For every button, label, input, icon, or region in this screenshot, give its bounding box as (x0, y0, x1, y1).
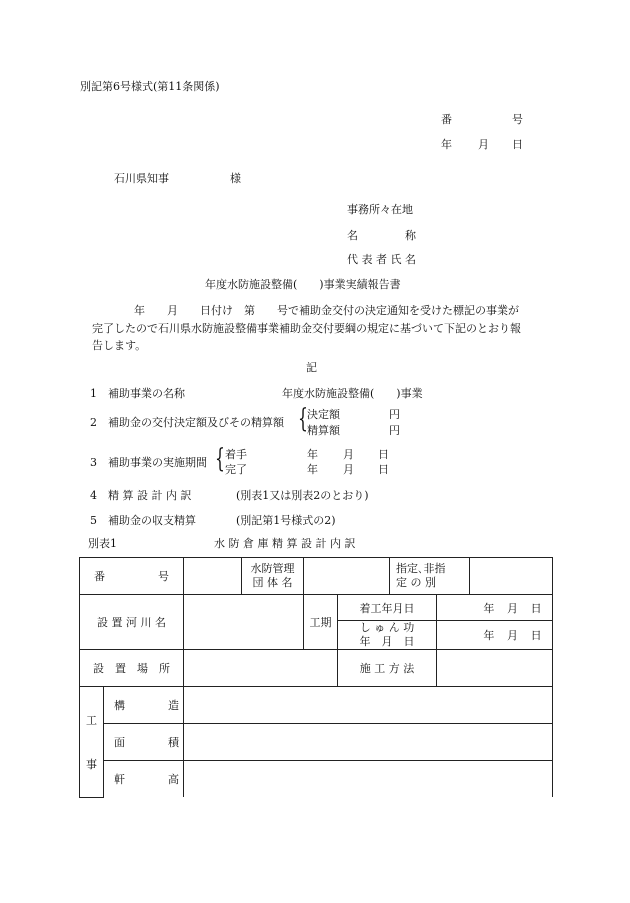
item-5-number: 5 (90, 514, 97, 527)
table-row-structure (80, 687, 553, 724)
structure-value-cell[interactable] (184, 687, 553, 724)
applicant-address: 事務所々在地 (347, 203, 413, 216)
item-3-end-year: 年 (307, 463, 318, 476)
method-value-cell[interactable] (437, 650, 553, 687)
designation-label-a: 指定､非指 (396, 562, 446, 575)
kouki-label: 工期 (304, 595, 338, 650)
table-title: 水 防 倉 庫 精 算 設 計 内 訳 (214, 537, 356, 550)
done-month: 月 (506, 629, 518, 642)
done-label-b: 年 月 日 (359, 635, 415, 648)
item-2-settled: 精算額 (307, 424, 340, 437)
item-3-number: 3 (90, 456, 97, 469)
side-label-b: 事 (86, 757, 97, 771)
eaves-label-b: 高 (168, 773, 179, 786)
area-value-cell[interactable] (184, 724, 553, 761)
number-cell-b: 号 (158, 570, 169, 583)
item-1-number: 1 (90, 387, 97, 400)
item-2-brace: { (298, 404, 308, 434)
item-3-end: 完了 (225, 463, 247, 476)
manager-label-a: 水防管理 (250, 562, 295, 575)
designation-value-cell[interactable] (470, 558, 553, 595)
item-5-value: (別記第1号様式の2) (236, 514, 336, 527)
area-label-b: 積 (168, 736, 179, 749)
table-row-number (80, 558, 553, 595)
body-line-1: 年 月 日付け 第 号で補助金交付の決定通知を受けた標記の事業が (134, 304, 519, 317)
method-label: 施 工 方 法 (338, 650, 437, 687)
designation-label-b: 定 の 別 (396, 576, 436, 589)
number-label: 番 (441, 113, 452, 126)
applicant-name-b: 称 (405, 229, 416, 242)
side-label-a: 工 (86, 713, 97, 727)
item-2-settled-yen: 円 (389, 424, 400, 437)
done-year: 年 (483, 629, 495, 642)
addressee-name: 石川県知事 (114, 172, 169, 185)
body-paragraph (92, 302, 562, 355)
item-3-end-day: 日 (378, 463, 389, 476)
item-2-decided-yen: 円 (389, 408, 400, 421)
item-4-label: 精 算 設 計 内 訳 (108, 489, 192, 502)
eaves-label-a: 軒 (114, 773, 125, 786)
number-cell-a: 番 (94, 570, 105, 583)
done-day: 日 (530, 629, 542, 642)
manager-value-cell[interactable] (304, 558, 390, 595)
start-month: 月 (506, 601, 518, 615)
river-label: 設 置 河 川 名 (80, 595, 184, 650)
document-title: 年度水防施設整備( )事業実績報告書 (205, 278, 401, 291)
date-year: 年 (441, 138, 452, 151)
start-date-label: 着工年月日 (338, 595, 437, 621)
table-row-place (80, 650, 553, 687)
ki-heading: 記 (306, 361, 317, 374)
table-label: 別表1 (88, 537, 117, 550)
start-day: 日 (530, 601, 542, 615)
place-value-cell[interactable] (184, 650, 338, 687)
applicant-name-a: 名 (347, 229, 358, 242)
start-year: 年 (483, 601, 495, 615)
item-3-end-month: 月 (343, 463, 354, 476)
item-2-number: 2 (90, 416, 97, 429)
item-3-start: 着手 (225, 448, 247, 461)
item-3-label: 補助事業の実施期間 (108, 456, 207, 469)
date-month: 月 (478, 138, 489, 151)
river-value-cell[interactable] (184, 595, 304, 650)
place-label: 設 置 場 所 (80, 650, 184, 687)
manager-label-b: 団 体 名 (252, 576, 293, 589)
item-1-label: 補助事業の名称 (108, 387, 185, 400)
item-2-decided: 決定額 (307, 408, 340, 421)
body-line-2: 完了したので石川県水防施設整備事業補助金交付要綱の規定に基づいて下記のとおり報 (92, 321, 521, 335)
number-value-cell[interactable] (184, 558, 242, 595)
eaves-value-cell[interactable] (184, 761, 553, 798)
item-5-label: 補助金の収支精算 (108, 514, 196, 527)
applicant-representative: 代 表 者 氏 名 (347, 253, 416, 266)
addressee-honorific: 様 (230, 172, 241, 185)
table-row-river (80, 595, 553, 621)
item-3-start-month: 月 (343, 448, 354, 461)
structure-label-b: 造 (168, 699, 179, 712)
item-3-start-day: 日 (378, 448, 389, 461)
table-row-eaves (80, 761, 553, 798)
area-label-a: 面 (114, 736, 125, 749)
table-row-area (80, 724, 553, 761)
item-2-label: 補助金の交付決定額及びその精算額 (108, 416, 284, 429)
structure-label-a: 構 (114, 699, 125, 712)
item-4-number: 4 (90, 489, 97, 502)
item-4-value: (別表1又は別表2のとおり) (236, 489, 369, 502)
done-label-a: し ゅ ん 功 (359, 621, 415, 634)
form-number: 別記第6号様式(第11条関係) (80, 80, 220, 93)
item-3-brace: { (215, 444, 225, 474)
item-3-start-year: 年 (307, 448, 318, 461)
form-table (79, 557, 553, 798)
body-line-3: 告します。 (92, 339, 147, 352)
item-1-value: 年度水防施設整備( )事業 (282, 387, 423, 400)
number-suffix: 号 (512, 113, 523, 126)
date-day: 日 (512, 138, 523, 151)
